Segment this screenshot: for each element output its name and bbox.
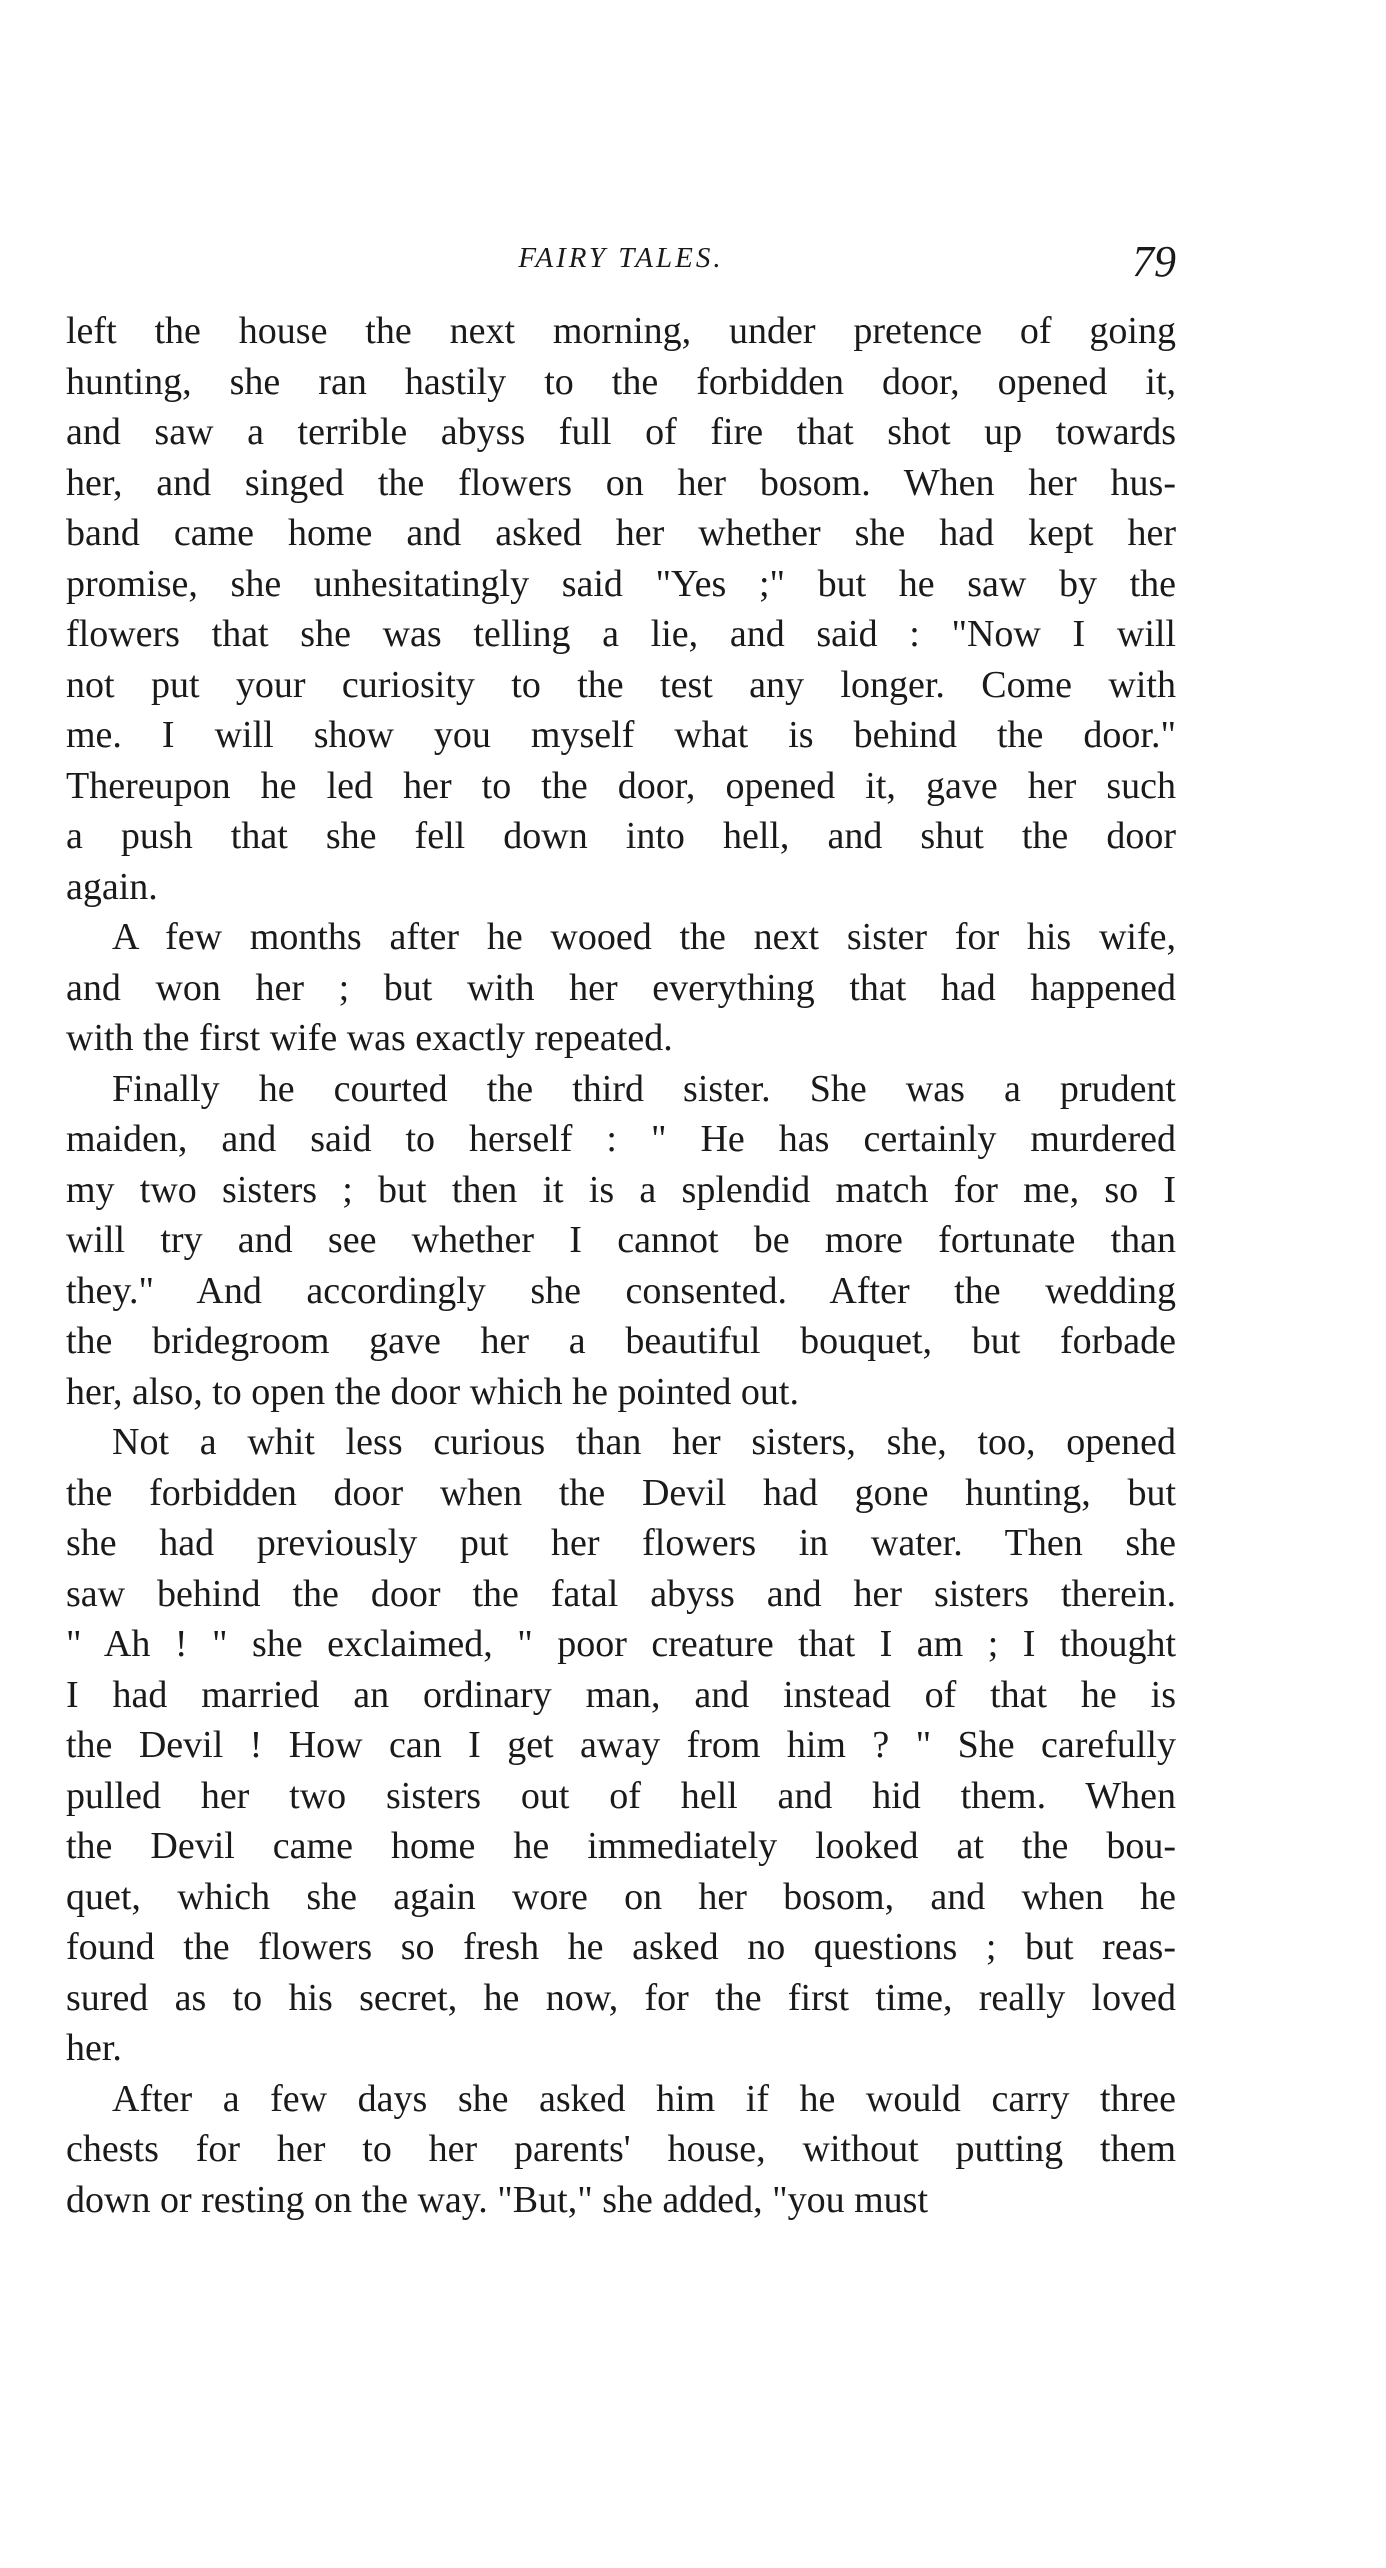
text-line: again. [66, 865, 158, 908]
paragraph [66, 2074, 1176, 2226]
text-line: the Devil came home he immediately looked at the bou- [66, 1825, 1176, 1867]
text-line: left the house the next morning, under pretence of going [66, 310, 1176, 352]
paragraph [66, 306, 1176, 912]
text-line: the bridegroom gave her a beautiful bouquet, but forbade [66, 1320, 1176, 1362]
paragraph [66, 1417, 1176, 2074]
text-line: Finally he courted the third sister. She was a prudent [112, 1067, 1176, 1110]
text-line: the forbidden door when the Devil had gone hunting, but [66, 1471, 1176, 1514]
text-line: her. [66, 2027, 122, 2069]
text-line: quet, which she again wore on her bosom, and when he [66, 1875, 1176, 1918]
text-line: maiden, and said to herself : " He has certainly murdered [66, 1118, 1176, 1160]
running-head [66, 236, 1176, 296]
text-line: me. I will show you myself what is behind the door." [66, 714, 1176, 756]
text-line: her, also, to open the door which he pointed out. [66, 1370, 799, 1413]
text-line: A few months after he wooed the next sister for his wife, [112, 916, 1176, 958]
text-line: down or resting on the way. "But," she added, "you must [66, 2178, 929, 2221]
text-line: not put your curiosity to the test any longer. Come with [66, 663, 1176, 706]
text-line: I had married an ordinary man, and instead of that he is [66, 1673, 1176, 1716]
paragraph [66, 1064, 1176, 1418]
text-line: pulled her two sisters out of hell and hid them. When [66, 1774, 1176, 1817]
text-line: found the flowers so fresh he asked no questions ; but reas- [66, 1926, 1176, 1968]
text-line: saw behind the door the fatal abyss and her sisters therein. [66, 1572, 1176, 1615]
text-line: hunting, she ran hastily to the forbidden door, opened it, [66, 360, 1176, 403]
text-line: band came home and asked her whether she had kept her [66, 512, 1176, 554]
text-line: she had previously put her flowers in water. Then she [66, 1522, 1176, 1564]
text-line: they." And accordingly she consented. After the wedding [66, 1269, 1176, 1312]
text-line: chests for her to her parents' house, without putting them [66, 2128, 1176, 2170]
text-line: " Ah ! " she exclaimed, " poor creature that I am ; I thought [66, 1623, 1176, 1665]
running-title: FAIRY TALES. [518, 242, 724, 274]
text-line: Not a whit less curious than her sisters, she, too, opened [112, 1421, 1176, 1463]
text-line: her, and singed the flowers on her bosom. When her hus- [66, 461, 1176, 504]
text-line: and won her ; but with her everything that had happened [66, 966, 1176, 1009]
text-line: a push that she fell down into hell, and shut the door [66, 815, 1176, 857]
text-line: my two sisters ; but then it is a splendid match for me, so I [66, 1168, 1176, 1211]
text-line: promise, she unhesitatingly said "Yes ;" but he saw by the [66, 562, 1176, 605]
text-line: sured as to his secret, he now, for the first time, really loved [66, 1976, 1176, 2019]
text-line: After a few days she asked him if he would carry three [112, 2077, 1176, 2120]
body-text [66, 306, 1176, 2225]
text-line: the Devil ! How can I get away from him ? " She carefully [66, 1724, 1176, 1766]
text-line: with the first wife was exactly repeated. [66, 1017, 673, 1059]
text-line: flowers that she was telling a lie, and said : "Now I will [66, 613, 1176, 655]
paragraph [66, 912, 1176, 1064]
text-line: Thereupon he led her to the door, opened it, gave her such [66, 764, 1176, 807]
text-line: and saw a terrible abyss full of fire that shot up towards [66, 411, 1176, 453]
page-number: 79 [1132, 237, 1176, 286]
text-line: will try and see whether I cannot be more fortunate than [66, 1219, 1176, 1261]
